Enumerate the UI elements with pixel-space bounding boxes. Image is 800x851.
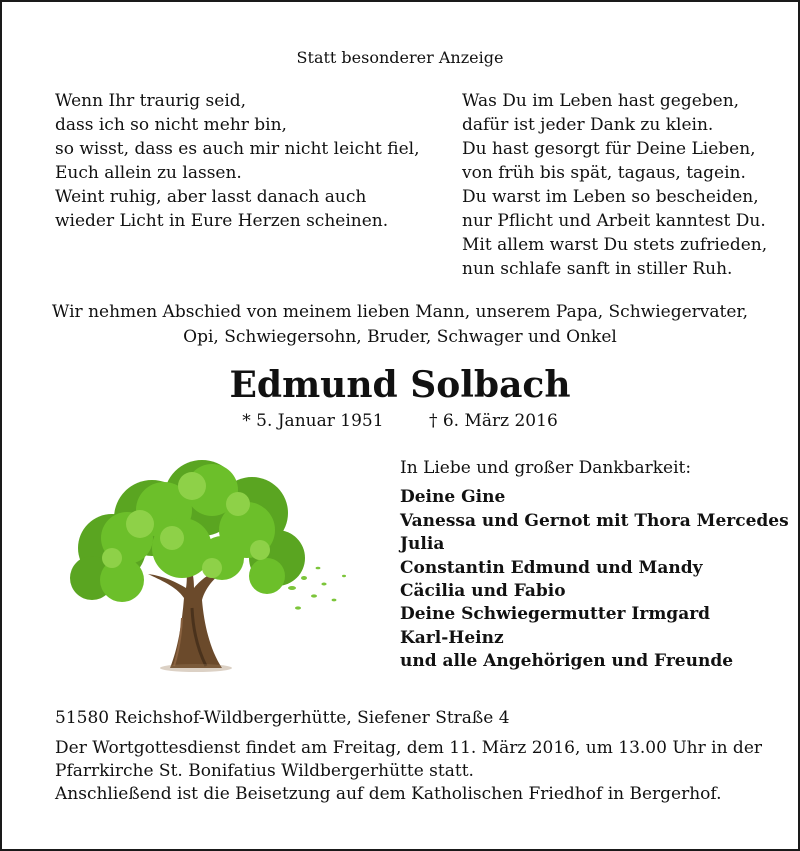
service-line: Anschließend ist die Beisetzung auf dem Katholischen Friedhof in Bergerhof. <box>55 784 722 804</box>
mourner-name: Constantin Edmund und Mandy <box>400 557 703 578</box>
poem-line: Was Du im Leben hast gegeben, <box>462 91 740 111</box>
tree-icon <box>52 458 352 673</box>
mourner-name: Cäcilia und Fabio <box>400 581 566 602</box>
mourners-intro: In Liebe und großer Dankbarkeit: <box>400 458 692 478</box>
poem-line: dass ich so nicht mehr bin, <box>55 115 287 135</box>
poem-line: Weint ruhig, aber lasst danach auch <box>55 187 367 207</box>
poem-line: Euch allein zu lassen. <box>55 163 242 183</box>
service-line: Der Wortgottesdienst findet am Freitag, dem 11. März 2016, um 13.00 Uhr in der <box>55 738 763 758</box>
poem-line: so wisst, dass es auch mir nicht leicht fiel, <box>55 139 420 159</box>
death-date: † 6. März 2016 <box>428 411 558 431</box>
life-dates <box>0 411 800 431</box>
intro-line: Wir nehmen Abschied von meinem lieben Mann, unserem Papa, Schwiegervater, <box>51 302 749 322</box>
poem-line: wieder Licht in Eure Herzen scheinen. <box>55 211 389 231</box>
mourner-name: Vanessa und Gernot mit Thora Mercedes <box>400 510 789 531</box>
poem-line: dafür ist jeder Dank zu klein. <box>462 115 714 135</box>
notice-heading: Statt besonderer Anzeige <box>296 48 504 67</box>
poem-line: von früh bis spät, tagaus, tagein. <box>462 163 746 183</box>
mourner-name: Deine Schwiegermutter Irmgard <box>400 604 711 625</box>
farewell-intro <box>0 300 800 350</box>
service-line: Pfarrkirche St. Bonifatius Wildbergerhütte statt. <box>55 761 474 781</box>
deceased-name: Edmund Solbach <box>229 364 571 406</box>
mourner-name: Julia <box>400 534 445 555</box>
birth-date: * 5. Januar 1951 <box>242 411 384 431</box>
mourner-name: Deine Gine <box>400 487 506 508</box>
poem-line: nun schlafe sanft in stiller Ruh. <box>462 259 733 279</box>
poem-right <box>462 89 767 281</box>
mourner-name: Karl-Heinz <box>400 627 504 648</box>
address: 51580 Reichshof-Wildbergerhütte, Siefener Straße 4 <box>55 708 510 728</box>
service-info <box>55 737 762 806</box>
poem-line: Wenn Ihr traurig seid, <box>55 91 247 111</box>
poem-line: Mit allem warst Du stets zufrieden, <box>462 235 768 255</box>
mourners-block <box>400 457 789 674</box>
poem-line: Du warst im Leben so bescheiden, <box>462 187 759 207</box>
poem-line: Du hast gesorgt für Deine Lieben, <box>462 139 756 159</box>
mourner-name: und alle Angehörigen und Freunde <box>400 651 734 672</box>
poem-line: nur Pflicht und Arbeit kanntest Du. <box>462 211 766 231</box>
poem-left <box>55 89 420 233</box>
intro-line: Opi, Schwiegersohn, Bruder, Schwager und Onkel <box>183 327 617 347</box>
